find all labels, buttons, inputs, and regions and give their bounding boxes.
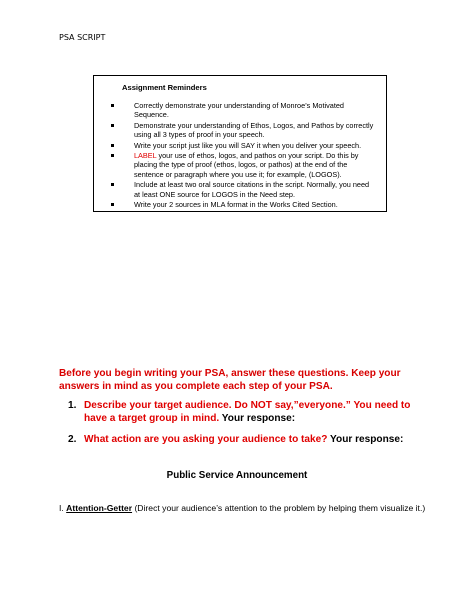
response-label: Your response: [327, 434, 404, 445]
reminder-item: Correctly demonstrate your understanding of Monroe’s Motivated Sequence. [122, 101, 376, 120]
question-item [68, 433, 430, 446]
response-label: Your response: [219, 413, 296, 425]
reminders-title: Assignment Reminders [122, 83, 207, 92]
attention-getter-label: Attention-Getter [66, 503, 133, 513]
assignment-reminders-box [93, 75, 387, 212]
question-prompt: What action are you asking your audience to take? [84, 434, 328, 445]
question-prompt: Describe your target audience. Do NOT say,”everyone.” You need to have a target group in mind. [84, 400, 411, 425]
reminder-item: LABEL your use of ethos, logos, and pathos on your script. Do this by placing the type of proof (ethos, logos, or pathos) at the end of the sentence or paragraph where you use it; for example, (LOGOS). [122, 151, 376, 179]
attention-getter-paragraph [59, 503, 429, 515]
reminders-list [122, 101, 376, 209]
label-keyword: LABEL [134, 151, 157, 161]
section-title: Public Service Announcement [166, 470, 308, 481]
reminder-item: Demonstrate your understanding of Ethos, Logos, and Pathos by correctly using all 3 types of proof in your speech. [122, 121, 376, 140]
reminder-item: Write your 2 sources in MLA format in the Works Cited Section. [122, 200, 376, 209]
question-item [68, 399, 430, 426]
question-number: 1. [68, 400, 77, 411]
page-header: PSA SCRIPT [59, 33, 106, 42]
section-numeral: I. [59, 503, 67, 513]
question-number: 2. [68, 434, 77, 445]
reminder-item: Include at least two oral source citations in the script. Normally, you need at least ONE source for LOGOS in the Need step. [122, 180, 376, 199]
intro-instructions: Before you begin writing your PSA, answer these questions. Keep your answers in mind as you complete each step of your PSA. [59, 368, 401, 393]
attention-getter-text: (Direct your audience’s attention to the problem by helping them visualize it.) [132, 503, 426, 513]
reminder-item: Write your script just like you will SAY it when you deliver your speech. [122, 141, 376, 150]
